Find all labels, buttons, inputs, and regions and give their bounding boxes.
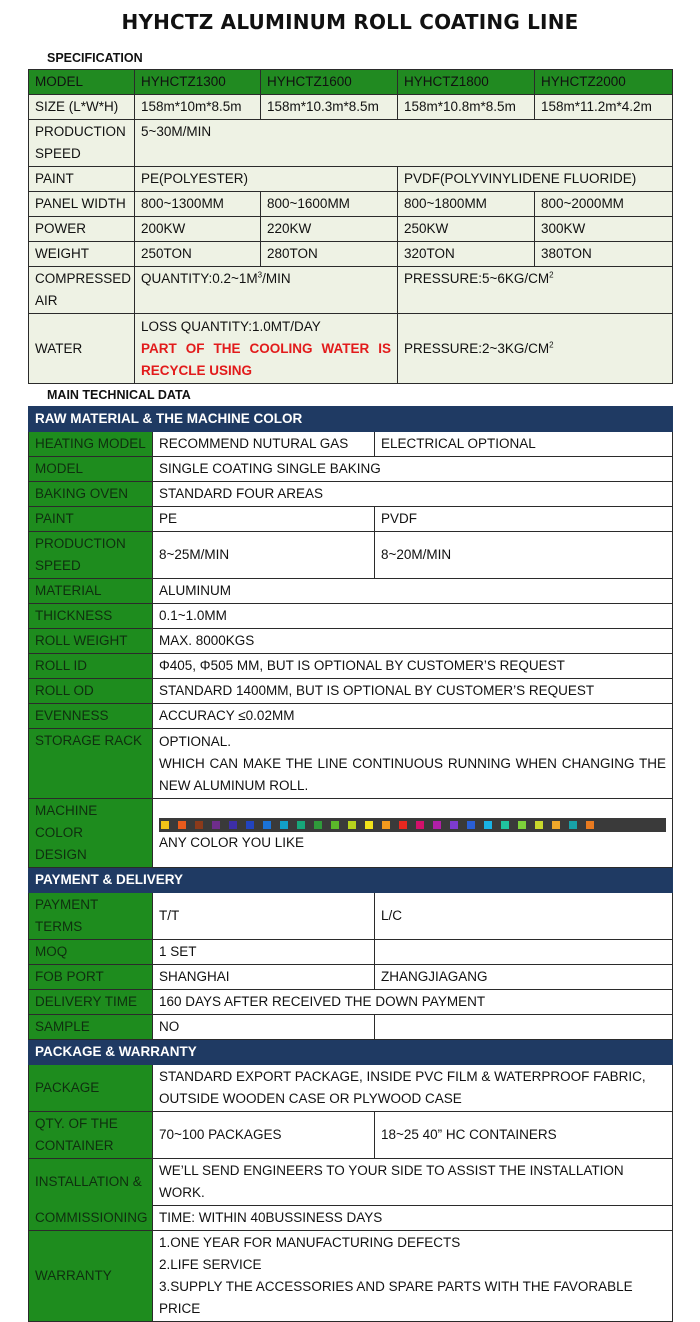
row-evenness: EVENNESS ACCURACY ≤0.02MM — [29, 704, 673, 729]
spec-water-label: WATER — [29, 314, 135, 384]
spec-power-label: POWER — [29, 217, 135, 242]
color-swatch-21 — [501, 821, 509, 829]
spec-model-4: HYHCTZ2000 — [535, 70, 673, 95]
spec-air-label: COMPRESSED AIR — [29, 267, 135, 314]
color-swatch-19 — [467, 821, 475, 829]
row-roll-id: ROLL ID Φ405, Φ505 MM, BUT IS OPTIONAL BY CUSTOMER’S REQUEST — [29, 654, 673, 679]
row-package: PACKAGE STANDARD EXPORT PACKAGE, INSIDE PVC FILM & WATERPROOF FABRIC, OUTSIDE WOODEN CASE OR PLYWOOD CASE — [29, 1065, 673, 1112]
color-swatch-15 — [399, 821, 407, 829]
color-swatch-5 — [229, 821, 237, 829]
spec-paint-pvdf: PVDF(POLYVINYLIDENE FLUORIDE) — [398, 167, 673, 192]
row-installation-line2: COMMISSIONING TIME: WITHIN 40BUSSINESS DAYS — [29, 1206, 673, 1231]
row-payment-terms: PAYMENT TERMS T/T L/C — [29, 893, 673, 940]
spec-water-pressure: $PRESSURE:2\sim 3KG/CM^2$ — [398, 314, 673, 384]
row-container-qty: QTY. OF THE CONTAINER 70~100 PACKAGES 18~25 40” HC CONTAINERS — [29, 1112, 673, 1159]
row-thickness: THICKNESS 0.1~1.0MM — [29, 604, 673, 629]
spec-model-2: HYHCTZ1600 — [261, 70, 398, 95]
color-swatch-23 — [535, 821, 543, 829]
spec-weight-2: 280TON — [261, 242, 398, 267]
spec-width-3: 800~1800MM — [398, 192, 535, 217]
row-heating-model: HEATING MODEL RECOMMEND NUTURAL GAS ELECTRICAL OPTIONAL — [29, 432, 673, 457]
water-note-line1: PART OF THE COOLING WATER IS — [141, 340, 391, 356]
spec-width-2: 800~1600MM — [261, 192, 398, 217]
row-material: MATERIAL ALUMINUM — [29, 579, 673, 604]
spec-size-3: 158m*10.8m*8.5m — [398, 95, 535, 120]
color-swatch-10 — [314, 821, 322, 829]
row-fob-port: FOB PORT SHANGHAI ZHANGJIAGANG — [29, 965, 673, 990]
band-package-warranty: PACKAGE & WARRANTY — [29, 1040, 673, 1065]
color-swatch-1 — [161, 821, 169, 829]
color-swatch-22 — [518, 821, 526, 829]
spec-weight-label: WEIGHT — [29, 242, 135, 267]
spec-width-label: PANEL WIDTH — [29, 192, 135, 217]
spec-row-model — [29, 70, 673, 95]
color-swatch-12 — [348, 821, 356, 829]
spec-row-compressed-air — [29, 267, 673, 314]
spec-size-2: 158m*10.3m*8.5m — [261, 95, 398, 120]
spec-model-3: HYHCTZ1800 — [398, 70, 535, 95]
spec-power-4: 300KW — [535, 217, 673, 242]
row-moq: MOQ 1 SET — [29, 940, 673, 965]
spec-row-production-speed — [29, 120, 673, 167]
spec-width-1: 800~1300MM — [135, 192, 261, 217]
spec-size-1: 158m*10m*8.5m — [135, 95, 261, 120]
color-swatch-9 — [297, 821, 305, 829]
page-title: HYHCTZ ALUMINUM ROLL COATING LINE — [121, 10, 579, 34]
color-swatch-24 — [552, 821, 560, 829]
color-swatch-6 — [246, 821, 254, 829]
spec-power-3: 250KW — [398, 217, 535, 242]
spec-row-water — [29, 314, 673, 384]
row-warranty: WARRANTY 1.ONE YEAR FOR MANUFACTURING DEFECTS 2.LIFE SERVICE 3.SUPPLY THE ACCESSORIES AND SPARE PARTS WITH THE FAVORABLE PRICE — [29, 1231, 673, 1322]
color-swatch-4 — [212, 821, 220, 829]
spec-paint-pe: PE(POLYESTER) — [135, 167, 398, 192]
color-swatch-11 — [331, 821, 339, 829]
technical-data-label: MAIN TECHNICAL DATA — [47, 388, 191, 402]
spec-production-label: PRODUCTION SPEED — [29, 120, 135, 167]
water-note-line2: RECYCLE USING — [141, 362, 253, 378]
specification-table — [28, 69, 673, 384]
color-swatch-2 — [178, 821, 186, 829]
row-machine-color: MACHINE COLOR DESIGN ANY COLOR YOU LIKE — [29, 799, 673, 868]
color-swatch-16 — [416, 821, 424, 829]
spec-paint-label: PAINT — [29, 167, 135, 192]
spec-power-2: 220KW — [261, 217, 398, 242]
spec-production-value: 5~30M/MIN — [135, 120, 673, 167]
row-installation-line1: INSTALLATION & WE’LL SEND ENGINEERS TO YOUR SIDE TO ASSIST THE INSTALLATION WORK. — [29, 1159, 673, 1206]
row-storage-rack: STORAGE RACK OPTIONAL. WHICH CAN MAKE THE LINE CONTINUOUS RUNNING WHEN CHANGING THE NEW ALUMINUM ROLL. — [29, 729, 673, 799]
row-delivery-time: DELIVERY TIME 160 DAYS AFTER RECEIVED THE DOWN PAYMENT — [29, 990, 673, 1015]
color-swatch-8 — [280, 821, 288, 829]
color-swatch-20 — [484, 821, 492, 829]
color-swatch-3 — [195, 821, 203, 829]
technical-data-table — [28, 406, 673, 1322]
row-paint: PAINT PE PVDF — [29, 507, 673, 532]
row-roll-weight: ROLL WEIGHT MAX. 8000KGS — [29, 629, 673, 654]
spec-weight-3: 320TON — [398, 242, 535, 267]
color-swatch-17 — [433, 821, 441, 829]
color-swatch-strip — [159, 818, 666, 832]
color-swatch-14 — [382, 821, 390, 829]
spec-air-quantity: $QUANTITY:0.2\sim 1M^3$/MIN — [135, 267, 398, 314]
row-sample: SAMPLE NO — [29, 1015, 673, 1040]
row-roll-od: ROLL OD STANDARD 1400MM, BUT IS OPTIONAL BY CUSTOMER’S REQUEST — [29, 679, 673, 704]
band-raw-material: RAW MATERIAL & THE MACHINE COLOR — [29, 407, 673, 432]
spec-model-1: HYHCTZ1300 — [135, 70, 261, 95]
spec-row-power — [29, 217, 673, 242]
spec-row-paint — [29, 167, 673, 192]
spec-model-label: MODEL — [29, 70, 135, 95]
color-swatch-26 — [586, 821, 594, 829]
spec-row-size — [29, 95, 673, 120]
band-payment-delivery: PAYMENT & DELIVERY — [29, 868, 673, 893]
color-swatch-7 — [263, 821, 271, 829]
specification-label: SPECIFICATION — [47, 51, 143, 65]
spec-size-label: SIZE (L*W*H) — [29, 95, 135, 120]
spec-row-panel-width — [29, 192, 673, 217]
color-swatch-25 — [569, 821, 577, 829]
color-swatch-18 — [450, 821, 458, 829]
row-model: MODEL SINGLE COATING SINGLE BAKING — [29, 457, 673, 482]
row-production-speed: PRODUCTION SPEED 8~25M/MIN 8~20M/MIN — [29, 532, 673, 579]
spec-water-info: LOSS QUANTITY:1.0MT/DAY PART OF THE COOLING WATER IS RECYCLE USING — [135, 314, 398, 384]
spec-size-4: 158m*11.2m*4.2m — [535, 95, 673, 120]
spec-width-4: 800~2000MM — [535, 192, 673, 217]
spec-row-weight — [29, 242, 673, 267]
spec-power-1: 200KW — [135, 217, 261, 242]
row-baking-oven: BAKING OVEN STANDARD FOUR AREAS — [29, 482, 673, 507]
spec-weight-4: 380TON — [535, 242, 673, 267]
color-swatch-13 — [365, 821, 373, 829]
spec-weight-1: 250TON — [135, 242, 261, 267]
spec-air-pressure: $PRESSURE:5\sim 6KG/CM^2$ — [398, 267, 673, 314]
